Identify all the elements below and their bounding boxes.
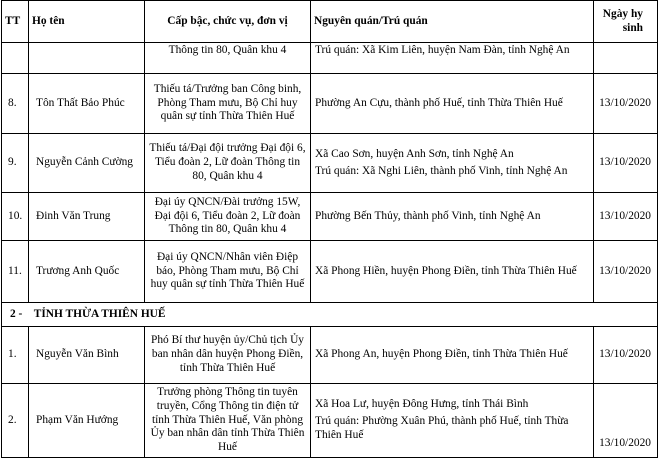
row-origin xyxy=(311,241,594,303)
section-empty xyxy=(145,303,311,327)
table-row xyxy=(2,327,658,384)
header-date-line1: Ngày hy xyxy=(602,7,643,20)
row-name: Trương Anh Quốc xyxy=(29,241,145,303)
row-tt: 11. xyxy=(2,241,29,303)
row-origin-line1: Xã Phong Hiền, huyện Phong Điền, tỉnh Thừa Thiên Huế xyxy=(315,264,577,277)
row-position: Thiếu tá/Đại đội trưởng Đại đội 6, Tiểu đoàn 2, Lữ đoàn Thông tin 80, Quân khu 4 xyxy=(145,134,311,193)
row-date: 13/10/2020 xyxy=(594,134,658,193)
row-origin xyxy=(311,327,594,384)
table-row xyxy=(2,43,658,74)
row-date: 13/10/2020 xyxy=(594,384,658,458)
row-origin-line1: Phường Bến Thủy, thành phố Vinh, tỉnh Nghệ An xyxy=(315,209,541,222)
header-position: Cấp bậc, chức vụ, đơn vị xyxy=(145,1,311,43)
header-tt: TT xyxy=(2,1,29,43)
row-origin-line1: Trú quán: Xã Kim Liên, huyện Nam Đàn, tỉnh Nghệ An xyxy=(315,44,570,56)
row-position: Đại úy QNCN/Nhân viên Điệp báo, Phòng Tham mưu, Bộ Chỉ huy quân sự tỉnh Thừa Thiên Huế xyxy=(145,241,311,303)
section-title xyxy=(2,303,166,327)
row-name: Nguyễn Văn Bình xyxy=(29,327,145,384)
table-row xyxy=(2,384,658,458)
row-position: Đại úy QNCN/Đài trưởng 15W, Đại đội 6, Tiểu đoàn 2, Lữ đoàn Thông tin 80, Quân khu 4 xyxy=(145,193,311,241)
table-row xyxy=(2,74,658,134)
row-origin xyxy=(311,43,594,74)
table-row xyxy=(2,241,658,303)
row-date: 13/10/2020 xyxy=(594,241,658,303)
row-name: Phạm Văn Hướng xyxy=(29,384,145,458)
section-empty xyxy=(311,303,594,327)
row-origin-line1: Xã Hoa Lư, huyện Đông Hưng, tỉnh Thái Bình xyxy=(315,398,529,411)
row-origin-line1: Xã Cao Sơn, huyện Anh Sơn, tỉnh Nghệ An xyxy=(315,147,514,160)
row-name xyxy=(29,43,145,74)
section-title-text: TỈNH THỪA THIÊN HUẾ xyxy=(33,307,166,320)
table-row xyxy=(2,134,658,193)
row-tt: 9. xyxy=(2,134,29,193)
row-position: Phó Bí thư huyện ủy/Chủ tịch Ủy ban nhân dân huyện Phong Điền, tỉnh Thừa Thiên Huế xyxy=(145,327,311,384)
row-name: Nguyễn Cảnh Cường xyxy=(29,134,145,193)
row-date: 13/10/2020 xyxy=(594,327,658,384)
row-tt: 8. xyxy=(2,74,29,134)
table-row xyxy=(2,193,658,241)
header-origin: Nguyên quán/Trú quán xyxy=(311,1,594,43)
row-tt xyxy=(2,43,29,74)
row-origin xyxy=(311,193,594,241)
section-empty xyxy=(594,303,658,327)
row-date xyxy=(594,43,658,74)
row-date: 13/10/2020 xyxy=(594,74,658,134)
row-position: Thiếu tá/Trưởng ban Công binh, Phòng Tham mưu, Bộ Chỉ huy quân sự tỉnh Thừa Thiên Huế xyxy=(145,74,311,134)
row-origin xyxy=(311,384,594,458)
row-origin-line2: Trú quán: Phường Xuân Phú, thành phố Huế, tỉnh Thừa Thiên Huế xyxy=(315,415,569,441)
row-position: Trưởng phòng Thông tin tuyên truyền, Cổng Thông tin điện tử tỉnh Thừa Thiên Huế, Văn phòng Ủy ban nhân dân tỉnh Thừa Thiên Huế xyxy=(145,384,311,458)
section-header-row xyxy=(2,303,658,327)
row-origin-line1: Phường An Cựu, thành phố Huế, tỉnh Thừa Thiên Huế xyxy=(315,96,563,109)
row-name: Tôn Thất Bảo Phúc xyxy=(29,74,145,134)
header-date xyxy=(594,1,658,43)
row-origin xyxy=(311,134,594,193)
row-position: Thông tin 80, Quân khu 4 xyxy=(145,43,311,74)
row-origin-line1: Xã Phong An, huyện Phong Điền, tỉnh Thừa Thiên Huế xyxy=(315,348,568,361)
row-tt: 2. xyxy=(2,384,29,458)
header-row xyxy=(2,1,658,43)
row-date: 13/10/2020 xyxy=(594,193,658,241)
honor-list-table xyxy=(1,0,658,458)
row-name: Đinh Văn Trung xyxy=(29,193,145,241)
row-tt: 1. xyxy=(2,327,29,384)
header-date-line2: sinh xyxy=(622,21,643,34)
row-origin xyxy=(311,74,594,134)
row-tt: 10. xyxy=(2,193,29,241)
row-origin-line2: Trú quán: Xã Nghi Liên, thành phố Vinh, tỉnh Nghệ An xyxy=(315,164,568,177)
header-name: Họ tên xyxy=(29,1,145,43)
section-number: 2 - xyxy=(10,307,23,320)
